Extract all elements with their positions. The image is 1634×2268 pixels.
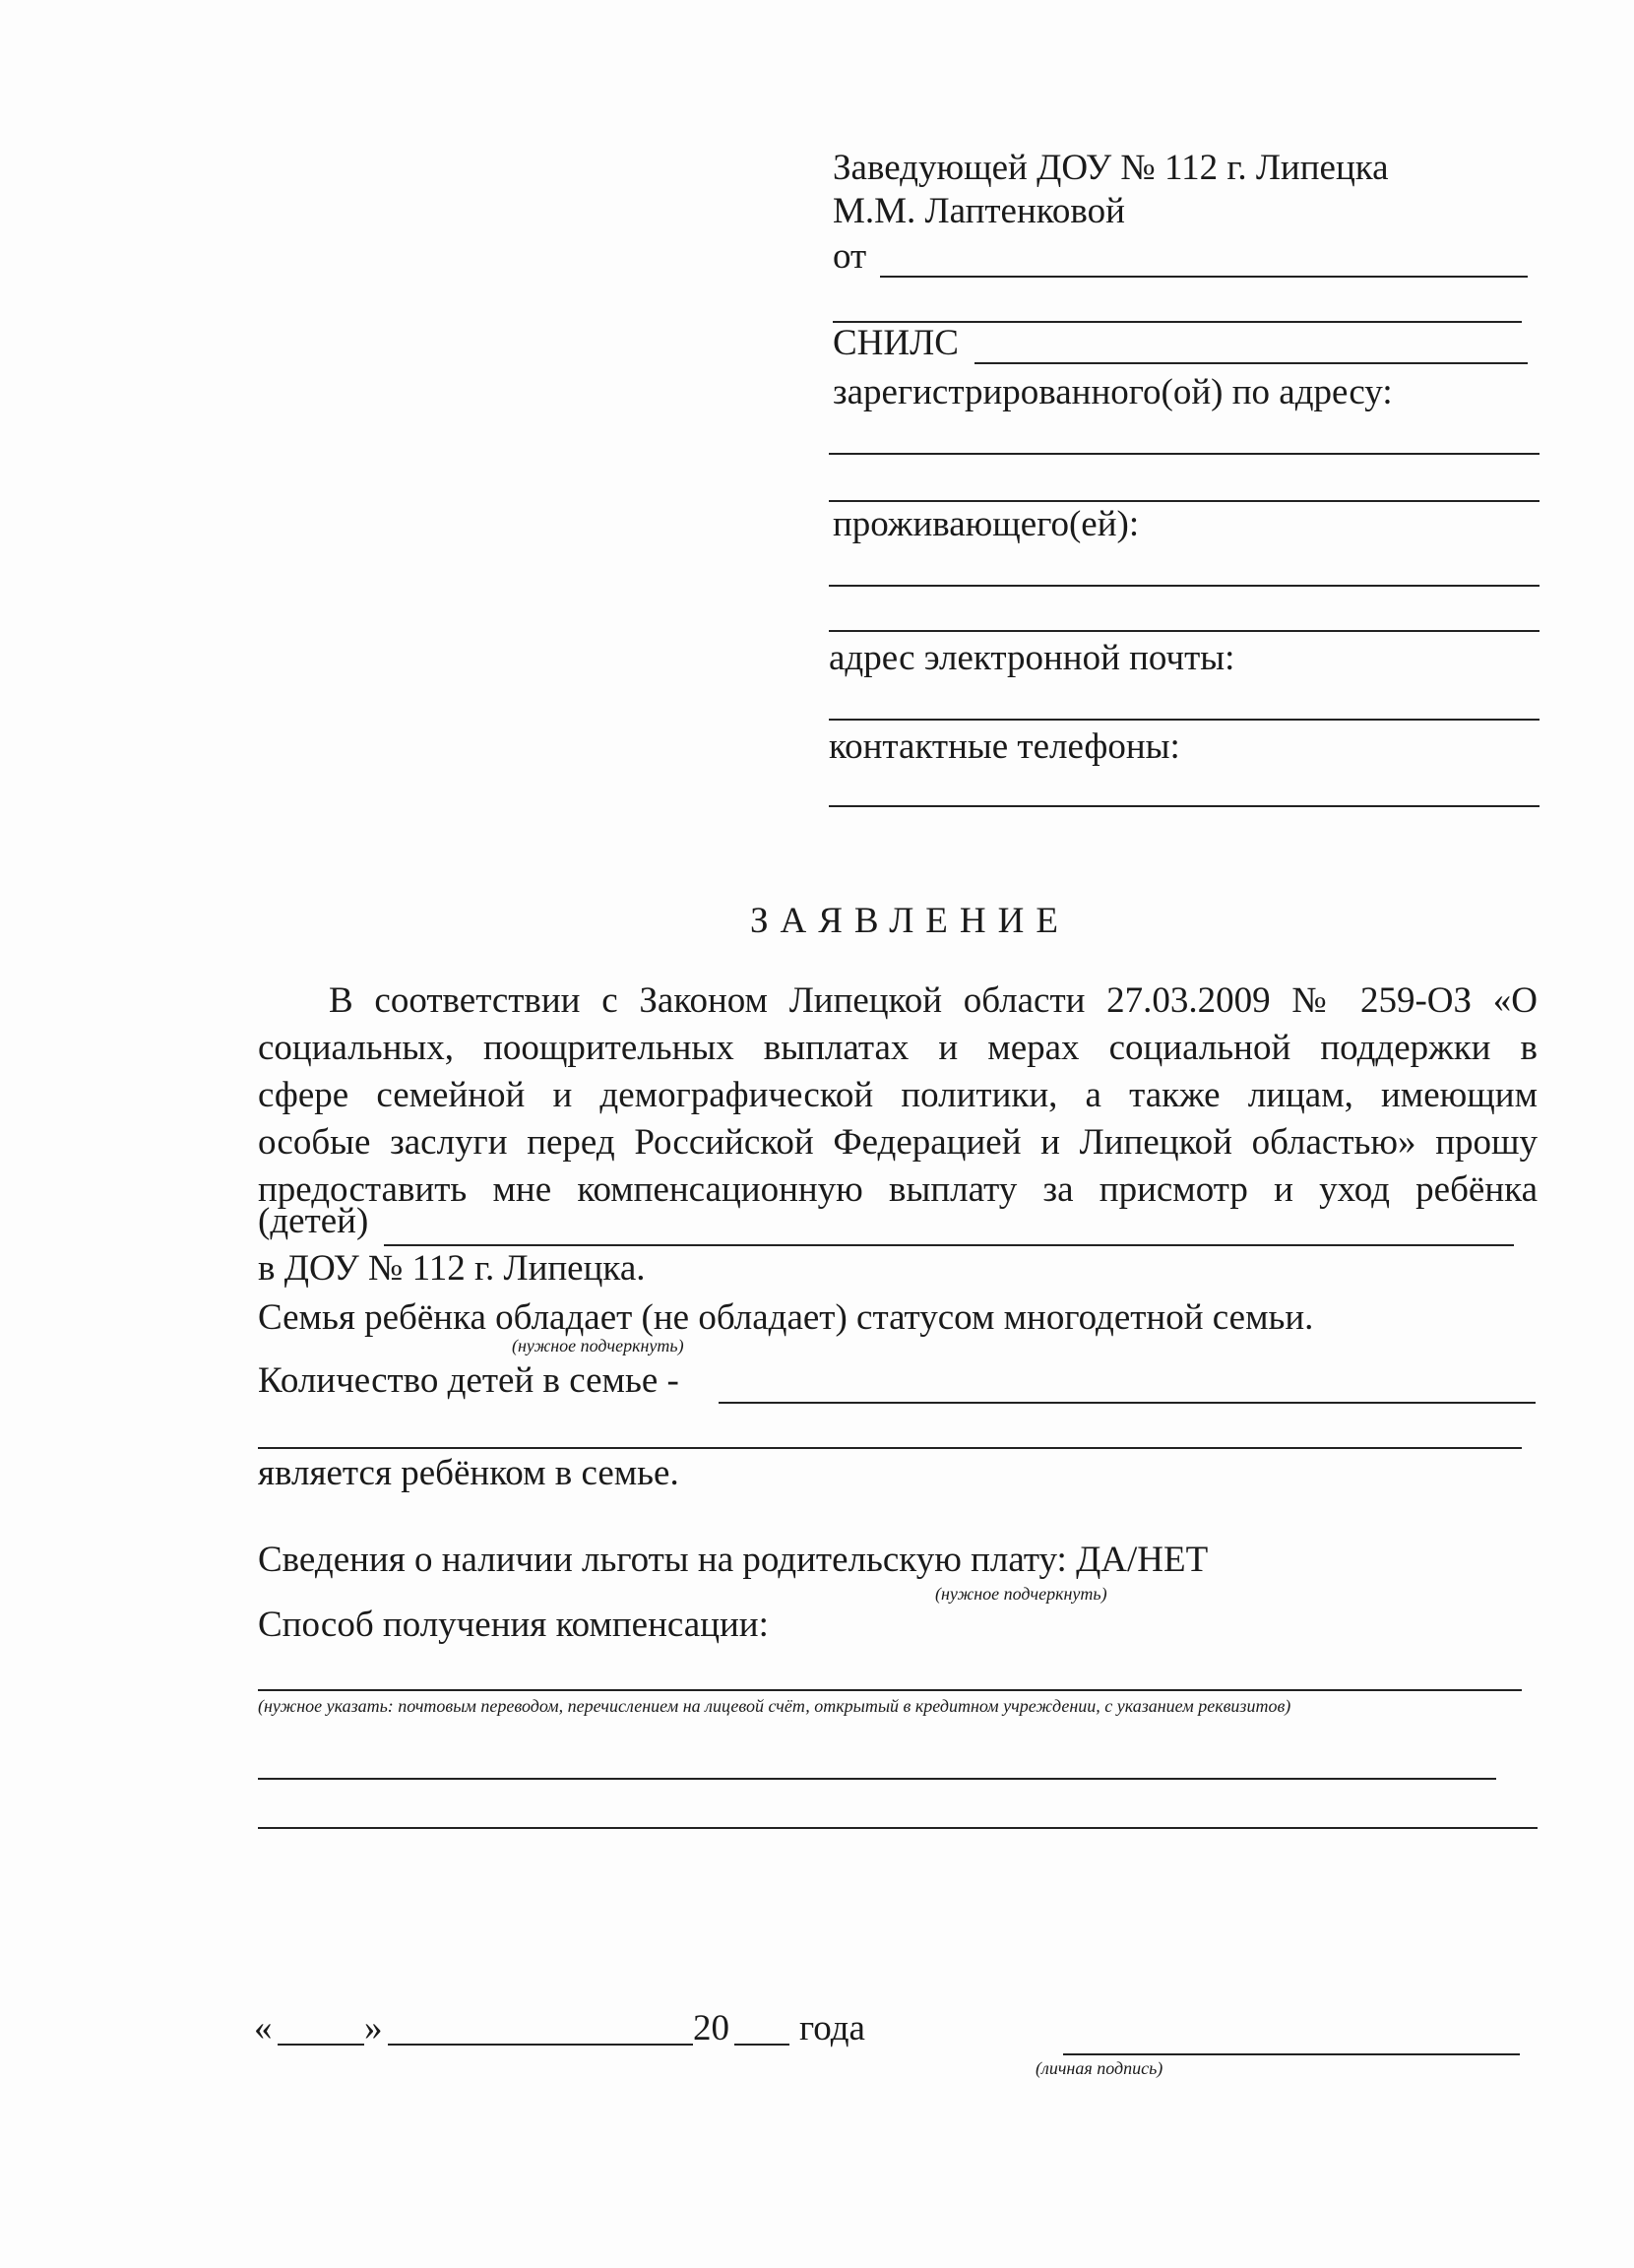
underline-hint-2: (нужное подчеркнуть)	[935, 1584, 1107, 1604]
method-extra-line-2[interactable]	[258, 1827, 1538, 1829]
children-count-field-line[interactable]	[719, 1402, 1536, 1404]
date-month-line[interactable]	[388, 2044, 693, 2046]
registered-address-line-1[interactable]	[829, 453, 1540, 455]
paragraph-line-3: сфере семейной и демографической политики, а также лицам, имеющим	[258, 1075, 1538, 1115]
signature-line[interactable]	[1063, 2053, 1520, 2055]
method-hint: (нужное указать: почтовым переводом, перечислением на лицевой счёт, открытый в кредитном учреждении, с указанием реквизитов)	[258, 1696, 1291, 1716]
phones-field-line[interactable]	[829, 805, 1540, 807]
signature-hint: (личная подпись)	[1036, 2058, 1163, 2078]
snils-field-line[interactable]	[974, 362, 1528, 364]
paragraph-line-4: особые заслуги перед Российской Федерацией и Липецкой областью» прошу	[258, 1122, 1538, 1163]
children-label: (детей)	[258, 1201, 369, 1241]
kindergarten-line: в ДОУ № 112 г. Липецка.	[258, 1248, 646, 1289]
children-count-label: Количество детей в семье -	[258, 1360, 679, 1401]
family-status-line: Семья ребёнка обладает (не обладает) статусом многодетной семьи.	[258, 1297, 1314, 1338]
benefit-label: Сведения о наличии льготы на родительскую плату: ДА/НЕТ	[258, 1540, 1209, 1580]
registered-address-label: зарегистрированного(ой) по адресу:	[833, 372, 1393, 412]
date-year-suffix: года	[799, 2008, 865, 2048]
from-label: от	[833, 236, 867, 277]
date-year-line[interactable]	[734, 2044, 789, 2046]
date-year-prefix: 20	[693, 2008, 729, 2048]
children-field-line[interactable]	[384, 1244, 1514, 1246]
registered-address-line-2[interactable]	[829, 500, 1540, 502]
is-child-label: является ребёнком в семье.	[258, 1453, 679, 1493]
method-label: Способ получения компенсации:	[258, 1605, 769, 1645]
method-field-line[interactable]	[258, 1689, 1522, 1691]
method-extra-line-1[interactable]	[258, 1778, 1496, 1780]
paragraph-line-1: В соответствии с Законом Липецкой области 27.03.2009 № 259-ОЗ «О	[329, 980, 1538, 1021]
paragraph-line-2: социальных, поощрительных выплатах и мерах социальной поддержки в	[258, 1028, 1538, 1068]
from-field-line[interactable]	[880, 276, 1528, 278]
phones-label: контактные телефоны:	[829, 726, 1180, 767]
date-open-quote: «	[254, 2008, 273, 2048]
email-label: адрес электронной почты:	[829, 638, 1235, 678]
date-day-line[interactable]	[278, 2044, 364, 2046]
living-address-label: проживающего(ей):	[833, 504, 1140, 544]
paragraph-line-5: предоставить мне компенсационную выплату за присмотр и уход ребёнка	[258, 1169, 1538, 1210]
living-address-line-1[interactable]	[829, 585, 1540, 587]
document-title: ЗАЯВЛЕНИЕ	[750, 901, 1070, 941]
children-count-field-line-2[interactable]	[258, 1447, 1522, 1449]
addressee-line-2: М.М. Лаптенковой	[833, 191, 1125, 231]
living-address-line-2[interactable]	[829, 630, 1540, 632]
underline-hint-1: (нужное подчеркнуть)	[512, 1336, 684, 1355]
snils-label: СНИЛС	[833, 323, 959, 363]
date-close-quote: »	[364, 2008, 383, 2048]
addressee-line-1: Заведующей ДОУ № 112 г. Липецка	[833, 148, 1389, 188]
email-field-line[interactable]	[829, 719, 1540, 721]
